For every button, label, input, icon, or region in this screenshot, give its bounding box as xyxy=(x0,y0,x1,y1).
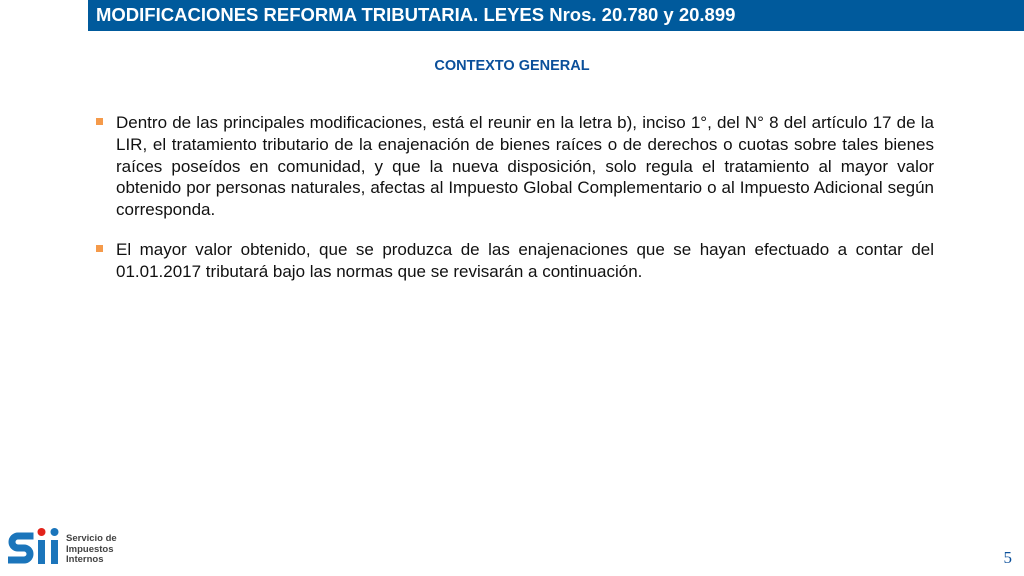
bullet-list xyxy=(96,112,934,301)
logo-caption-line2: Impuestos xyxy=(66,543,114,555)
bullet-item-2 xyxy=(96,239,934,283)
logo-i-dot xyxy=(38,528,46,536)
bullet-text-1: Dentro de las principales modificaciones, está el reunir en la letra b), inciso 1°, del N° 8 del artículo 17 de la LIR, el tratamiento tributario de la enajenación de bienes raíces o de derechos o cuotas sobre tales bienes raíces poseídos en comunidad, y que la nueva disposición, solo regula el tratamiento al mayor valor obtenido por personas naturales, afectas al Impuesto Global Complementario o al Impuesto Adicional según corresponda. xyxy=(116,113,934,220)
logo-caption-line1: Servicio de xyxy=(66,533,117,544)
slide-title: MODIFICACIONES REFORMA TRIBUTARIA. LEYES Nros. 20.780 y 20.899 xyxy=(96,4,736,25)
page-number: 5 xyxy=(1003,548,1012,567)
section-subtitle: CONTEXTO GENERAL xyxy=(434,58,590,74)
logo-i-stem xyxy=(51,540,58,564)
logo-caption xyxy=(66,534,117,566)
bullet-text-2: El mayor valor obtenido, que se produzca de las enajenaciones que se hayan efectuado a contar del 01.01.2017 tributará bajo las normas que se revisarán a continuación. xyxy=(116,239,934,281)
logo-s-mark xyxy=(10,536,30,560)
square-bullet-icon xyxy=(96,245,103,252)
bullet-item-1 xyxy=(96,112,934,221)
logo-i-stem xyxy=(38,540,45,564)
logo-i-dot xyxy=(51,528,59,536)
square-bullet-icon xyxy=(96,118,103,125)
logo-caption-line3: Internos xyxy=(66,554,104,565)
